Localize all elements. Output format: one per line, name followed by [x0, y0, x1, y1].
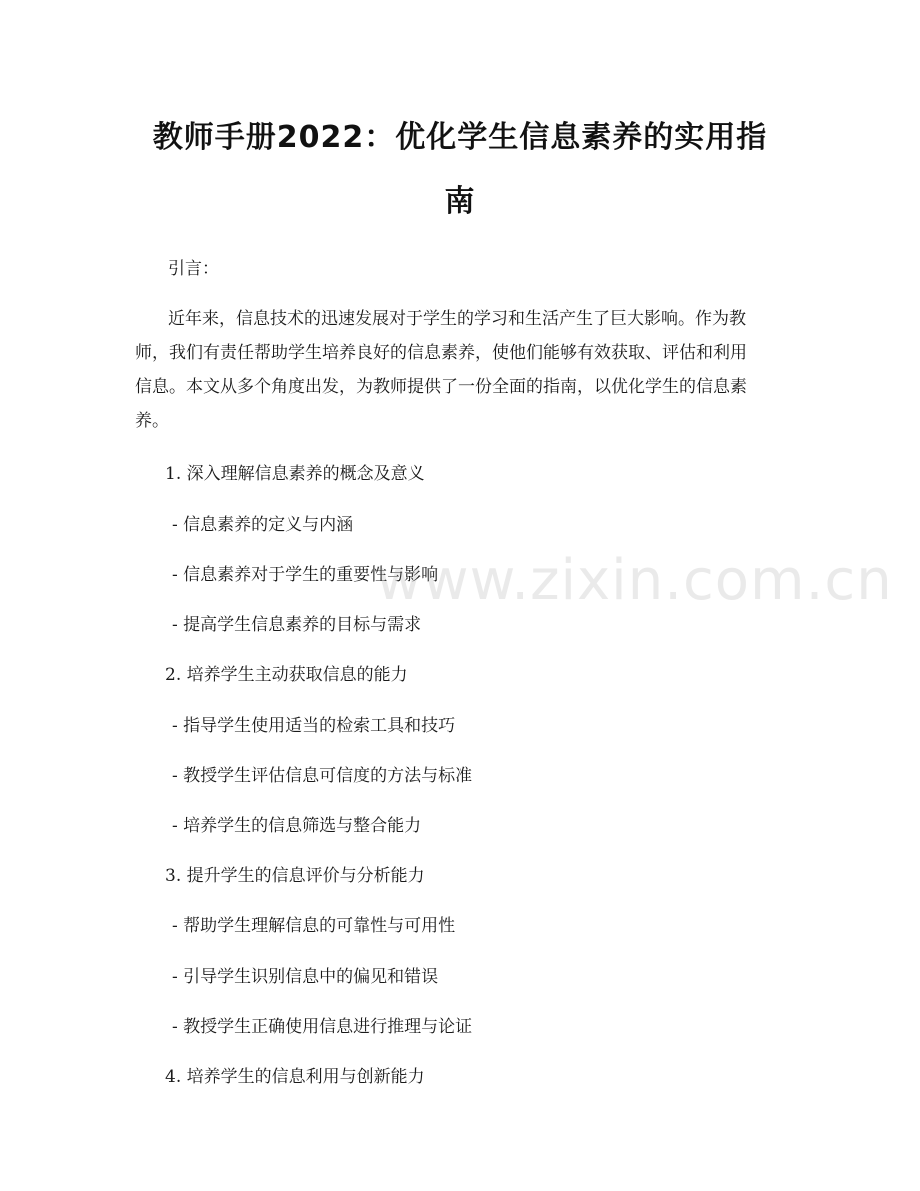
- section-item: - 培养学生的信息筛选与整合能力: [172, 816, 422, 836]
- section-item: - 帮助学生理解信息的可靠性与可用性: [172, 916, 456, 936]
- section-item: - 指导学生使用适当的检索工具和技巧: [172, 716, 456, 736]
- section-heading: 2. 培养学生主动获取信息的能力: [165, 665, 408, 685]
- section-heading: 1. 深入理解信息素养的概念及意义: [165, 464, 425, 484]
- intro-paragraph-line: 师，我们有责任帮助学生培养良好的信息素养，使他们能够有效获取、评估和利用: [135, 343, 747, 363]
- section-item: - 信息素养对于学生的重要性与影响: [172, 565, 439, 585]
- intro-label: 引言：: [168, 259, 219, 279]
- intro-paragraph-line: 养。: [135, 411, 169, 431]
- section-item: - 提高学生信息素养的目标与需求: [172, 615, 422, 635]
- section-item: - 教授学生正确使用信息进行推理与论证: [172, 1017, 473, 1037]
- section-heading: 3. 提升学生的信息评价与分析能力: [165, 866, 425, 886]
- intro-paragraph-line: 信息。本文从多个角度出发，为教师提供了一份全面的指南，以优化学生的信息素: [135, 377, 747, 397]
- intro-paragraph-line: 近年来，信息技术的迅速发展对于学生的学习和生活产生了巨大影响。作为教: [168, 309, 746, 329]
- document-title-line-2: 南: [444, 184, 476, 219]
- section-heading: 4. 培养学生的信息利用与创新能力: [165, 1067, 425, 1087]
- document-title-line-1: 教师手册2022：优化学生信息素养的实用指: [152, 120, 768, 155]
- section-item: - 引导学生识别信息中的偏见和错误: [172, 967, 439, 987]
- watermark: www.zixin.com.cn: [376, 548, 893, 613]
- section-item: - 教授学生评估信息可信度的方法与标准: [172, 766, 473, 786]
- section-item: - 信息素养的定义与内涵: [172, 515, 354, 535]
